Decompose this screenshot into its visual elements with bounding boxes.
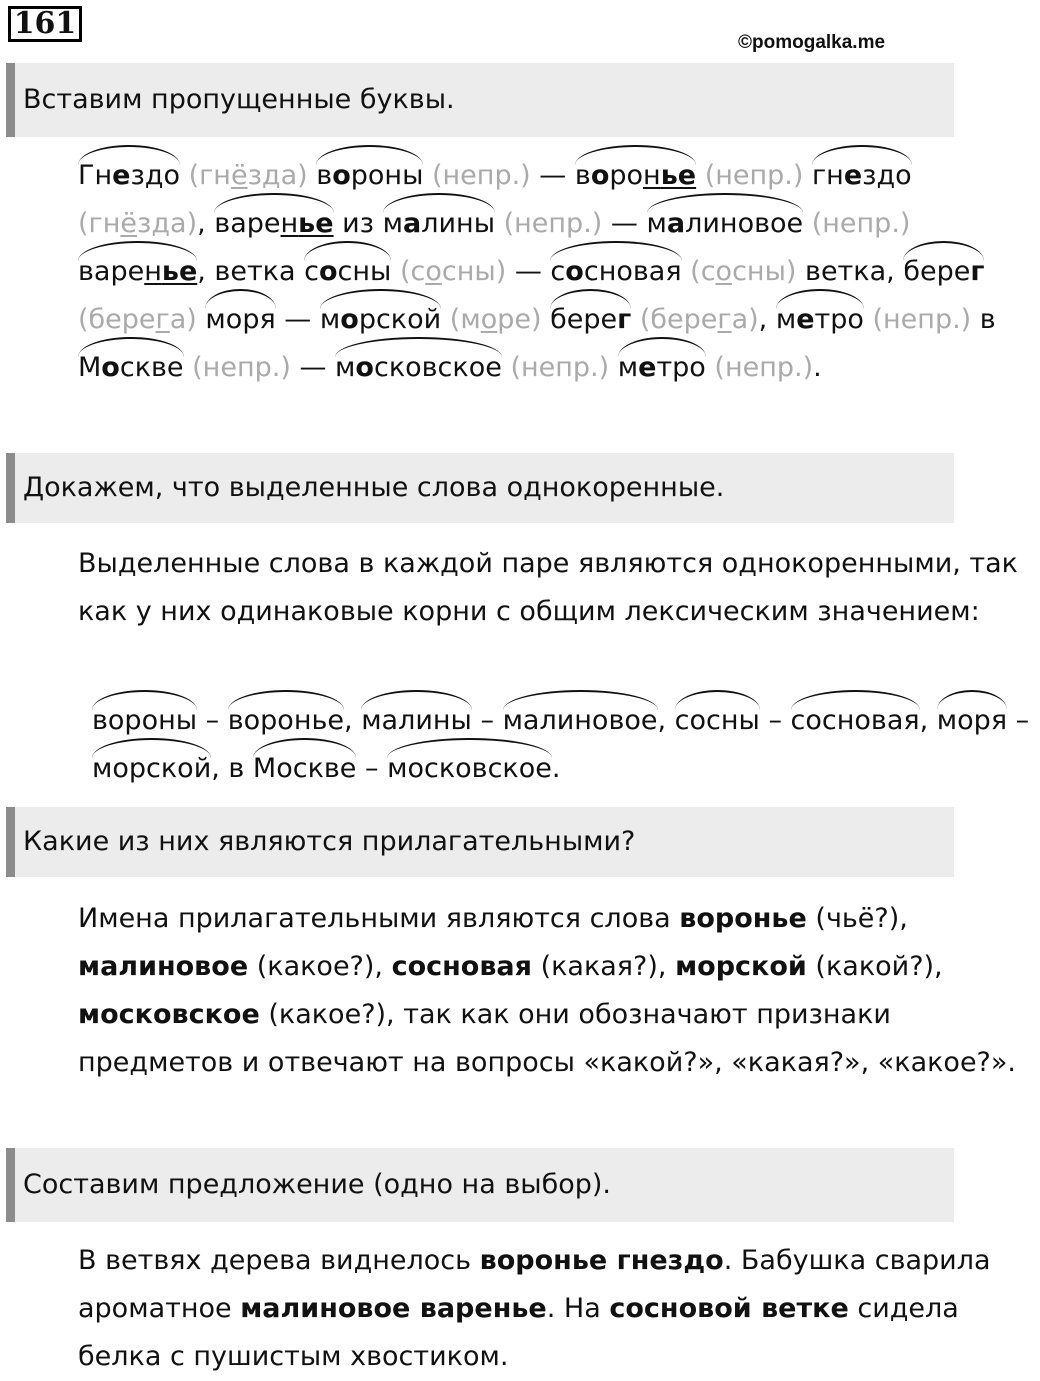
root-arc-word [791, 697, 920, 745]
text-fragment: н [144, 256, 162, 287]
text-fragment: о [355, 352, 374, 383]
text-fragment [184, 352, 193, 383]
root-arc-word [92, 745, 211, 793]
text-fragment: о [332, 160, 351, 191]
text-fragment: зда) [247, 160, 308, 191]
text-fragment: (бере [639, 304, 718, 335]
text-fragment [197, 304, 206, 335]
text-fragment: с [550, 256, 566, 287]
text-fragment: Г [78, 160, 95, 191]
task-number: 161 [8, 6, 82, 42]
text-fragment: сковское [373, 352, 502, 383]
root-arc-word [78, 152, 180, 200]
text-fragment [441, 304, 450, 335]
root-arc-word [812, 152, 912, 200]
text-fragment: м [382, 208, 403, 239]
root-arc-word [387, 745, 552, 793]
text-fragment: (чьё?), [806, 903, 908, 934]
text-fragment: ря [242, 304, 276, 335]
root-arc-word [205, 296, 275, 344]
text-fragment: ье [161, 256, 198, 287]
text-fragment: а [403, 208, 422, 239]
proof-paragraph: Выделенные слова в каждой паре являются однокоренными, так как у них одинаковые корни с общим лексическим значением: [78, 548, 1018, 627]
text-fragment: , в [211, 753, 253, 784]
root-arc-word [253, 745, 357, 793]
text-fragment: (непр.) [714, 352, 814, 383]
root-arc-word [776, 296, 864, 344]
text-fragment: (гн [188, 160, 231, 191]
text-fragment: ье [298, 208, 334, 239]
text-fragment: (непр.) [503, 208, 603, 239]
text-fragment: (м [449, 304, 481, 335]
section-heading-4: Составим предложение (одно на выбор). [6, 1148, 954, 1222]
root-arc-word [903, 248, 984, 296]
text-fragment: ё [230, 160, 248, 191]
text-fragment: о [340, 304, 359, 335]
text-fragment: Имена прилагательными являются слова [78, 903, 680, 934]
text-fragment: о [565, 256, 584, 287]
text-fragment: сосны [674, 705, 760, 736]
text-fragment: сны [337, 256, 392, 287]
site-watermark: ©pomogalka.me [738, 32, 886, 53]
text-fragment: . [813, 352, 822, 383]
text-fragment: — [275, 304, 320, 335]
text-fragment: – [1007, 705, 1030, 736]
adjectives-paragraph [6, 895, 1026, 1087]
text-fragment: (какой?), [806, 951, 943, 982]
root-arc-word [316, 152, 423, 200]
text-fragment: тро [656, 352, 706, 383]
text-fragment: ро [609, 160, 644, 191]
text-fragment: . На [546, 1293, 610, 1324]
sentence-paragraph [6, 1237, 1026, 1381]
text-fragment: — [530, 160, 575, 191]
text-fragment: о [101, 352, 120, 383]
text-fragment: , [344, 705, 362, 736]
text-fragment: м [319, 304, 341, 335]
text-fragment: малиновое [78, 951, 249, 982]
text-fragment: сновая [583, 256, 682, 287]
text-fragment: воронье [227, 705, 345, 736]
cognate-pairs [6, 697, 1040, 793]
text-fragment: — [602, 208, 647, 239]
text-fragment: (гн [78, 208, 121, 239]
text-fragment: малины [361, 705, 472, 736]
text-fragment: о [590, 160, 610, 191]
text-fragment: (какая?), [531, 951, 676, 982]
text-fragment [803, 160, 812, 191]
root-arc-word [550, 296, 631, 344]
text-fragment: о [480, 304, 498, 335]
text-fragment: линовое [685, 208, 804, 239]
root-arc-word [214, 200, 333, 248]
text-fragment: сны) [732, 256, 797, 287]
text-fragment: М [78, 352, 102, 383]
text-fragment: гн [812, 160, 844, 191]
text-fragment: – [356, 753, 388, 784]
text-fragment: е [843, 160, 863, 191]
root-arc-word [335, 344, 502, 392]
text-fragment: (с [399, 256, 426, 287]
text-fragment: лины [421, 208, 496, 239]
text-fragment: — [290, 352, 336, 383]
text-fragment: м [617, 352, 639, 383]
text-fragment: . Бабушка сварила ароматное [78, 1245, 991, 1324]
text-fragment: ветка, [805, 256, 904, 287]
text-fragment: варе [214, 208, 281, 239]
text-fragment: , [758, 304, 776, 335]
text-fragment: в [574, 160, 591, 191]
text-fragment: (какое?), [248, 951, 392, 982]
text-fragment: здо [862, 160, 912, 191]
text-fragment: г [617, 304, 632, 335]
text-fragment [423, 160, 432, 191]
text-fragment: г [155, 304, 170, 335]
text-fragment [495, 208, 504, 239]
text-fragment: В ветвях дерева виднелось [78, 1245, 480, 1276]
text-fragment: м [775, 304, 797, 335]
text-fragment: – [197, 705, 228, 736]
text-fragment: (с [690, 256, 716, 287]
section-heading-1: Вставим пропущенные буквы. [6, 63, 954, 137]
section-heading-2: Докажем, что выделенные слова однокоренные. [6, 453, 954, 523]
text-fragment: малиновое [502, 705, 658, 736]
root-arc-word [228, 697, 344, 745]
text-fragment [696, 160, 705, 191]
text-fragment: морской [92, 753, 212, 784]
text-fragment [391, 256, 400, 287]
text-fragment: ре) [497, 304, 542, 335]
text-fragment: а) [731, 304, 759, 335]
text-fragment: воронье гнездо [479, 1245, 724, 1276]
text-fragment [180, 160, 189, 191]
text-fragment: воронье [679, 903, 807, 934]
text-fragment: – [471, 705, 503, 736]
text-fragment: моря [936, 705, 1008, 736]
text-fragment [308, 160, 317, 191]
text-fragment: е [638, 352, 657, 383]
root-arc-word [78, 248, 197, 296]
text-fragment: морской [675, 951, 807, 982]
text-fragment: н [94, 160, 113, 191]
text-fragment: (непр.) [510, 352, 610, 383]
text-fragment: рской [358, 304, 442, 335]
text-fragment: сосновая [391, 951, 532, 982]
text-fragment: с [304, 256, 319, 287]
text-fragment [864, 304, 873, 335]
text-fragment: сны) [441, 256, 507, 287]
root-arc-word [675, 697, 760, 745]
text-fragment: (непр.) [811, 208, 911, 239]
text-fragment: зда) [137, 208, 198, 239]
text-fragment: Москве [252, 753, 357, 784]
text-fragment: бере [550, 304, 618, 335]
text-fragment: малиновое варенье [240, 1293, 547, 1324]
text-fragment: н [280, 208, 299, 239]
text-fragment [609, 352, 618, 383]
text-fragment: , ветка [197, 256, 305, 287]
text-fragment: (непр.) [704, 160, 804, 191]
text-fragment: м [205, 304, 226, 335]
text-fragment: – [759, 705, 791, 736]
text-fragment: н [643, 160, 661, 191]
text-fragment: московское [387, 753, 552, 784]
root-arc-word [618, 344, 706, 392]
section-heading-3: Какие из них являются прилагательными? [6, 807, 954, 877]
text-fragment: тро [814, 304, 864, 335]
text-fragment: е [796, 304, 815, 335]
text-fragment: м [335, 352, 356, 383]
root-arc-word [575, 152, 696, 200]
text-fragment: о [225, 304, 243, 335]
root-arc-word [937, 697, 1007, 745]
text-fragment: (непр.) [192, 352, 291, 383]
text-fragment: сидела белка с пушистым хвостиком. [78, 1293, 959, 1372]
text-fragment: (непр.) [432, 160, 531, 191]
text-fragment: в [316, 160, 333, 191]
text-fragment: г [717, 304, 732, 335]
text-fragment: о [715, 256, 733, 287]
text-fragment: . [551, 753, 561, 784]
text-fragment [682, 256, 691, 287]
text-fragment: а [666, 208, 686, 239]
text-fragment [796, 256, 805, 287]
root-arc-word [78, 344, 184, 392]
text-fragment [803, 208, 812, 239]
text-fragment: роны [350, 160, 424, 191]
text-fragment: сосновая [790, 705, 920, 736]
text-fragment: о [318, 256, 338, 287]
text-fragment: бере [903, 256, 971, 287]
text-fragment: ё [120, 208, 137, 239]
text-fragment: (непр.) [872, 304, 972, 335]
text-fragment: варе [78, 256, 145, 287]
text-fragment: м [646, 208, 667, 239]
text-fragment: московское [78, 999, 260, 1030]
text-fragment: здо [130, 160, 180, 191]
text-fragment: вороны [92, 705, 198, 736]
text-fragment: , [919, 705, 937, 736]
text-fragment: скве [119, 352, 184, 383]
text-fragment [542, 304, 551, 335]
text-fragment: (какое?), так как они обозначают признаки предметов и отвечают на вопросы «какой?», «какая?», «какое?». [78, 999, 1016, 1078]
text-fragment: о [425, 256, 442, 287]
text-fragment: сосновой ветке [609, 1293, 849, 1324]
text-fragment: е [112, 160, 131, 191]
text-fragment: (бере [78, 304, 156, 335]
exercise-text [6, 152, 1026, 392]
text-fragment: г [970, 256, 985, 287]
text-fragment: , [657, 705, 675, 736]
root-arc-word [503, 697, 658, 745]
text-fragment: а) [169, 304, 197, 335]
root-arc-word [647, 200, 804, 248]
text-fragment [631, 304, 640, 335]
root-arc-word [550, 248, 681, 296]
text-fragment: , [197, 208, 215, 239]
text-fragment: — [506, 256, 551, 287]
text-fragment: из [333, 208, 383, 239]
root-arc-word [383, 200, 495, 248]
text-fragment: в [971, 304, 996, 335]
text-fragment: ье [660, 160, 697, 191]
